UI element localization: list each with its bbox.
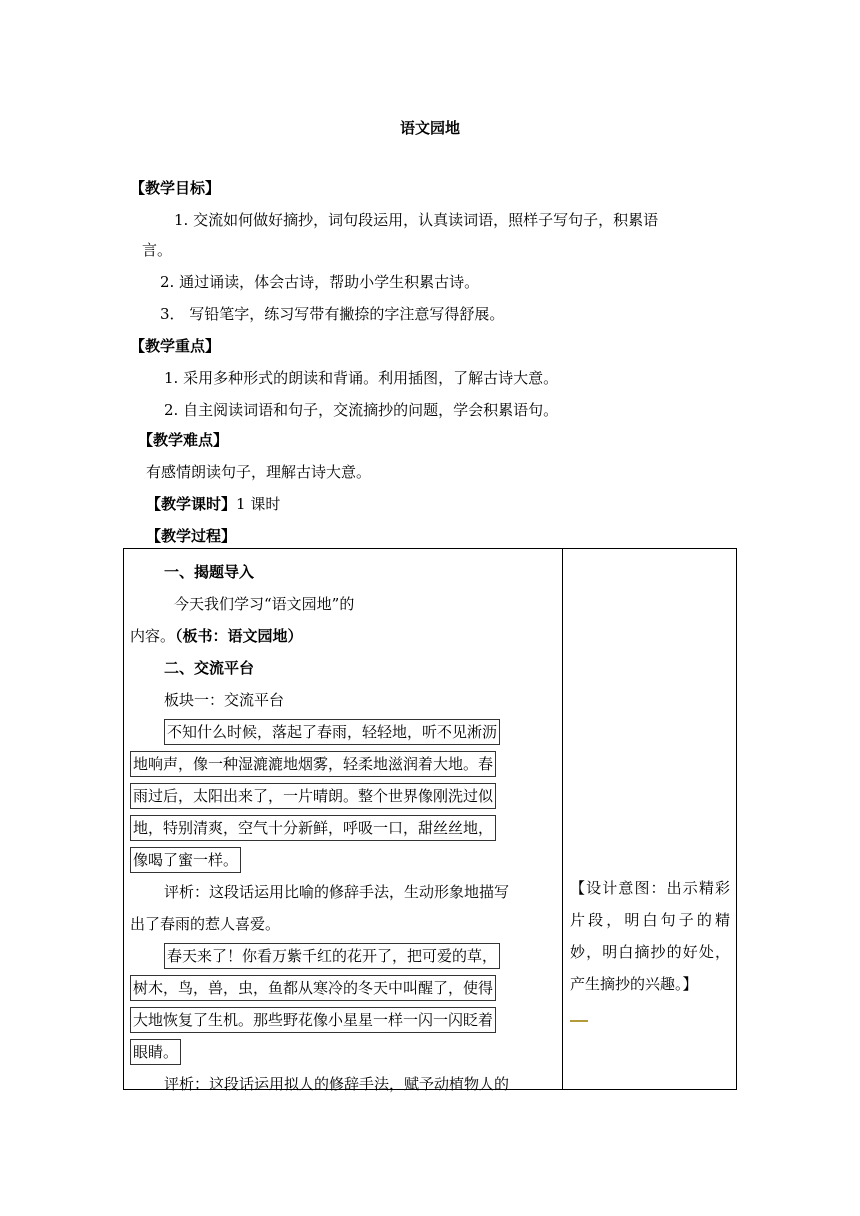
hours-row: [146, 494, 280, 514]
goal-1-line-b: 言。: [142, 241, 173, 259]
goal-3: 3． 写铅笔字，练习写带有撇捺的字注意写得舒展。: [160, 305, 505, 323]
passage2-line-box: 春天来了！你看万紫千红的花开了，把可爱的草，: [164, 943, 500, 969]
passage2-line: [130, 972, 558, 1004]
process-left-cell: [130, 556, 558, 1100]
hours-heading: 【教学课时】: [146, 495, 237, 513]
passage2-line: [130, 1004, 558, 1036]
passage2-line-box: 眼睛。: [130, 1039, 181, 1065]
comment1-b: 出了春雨的惹人喜爱。: [130, 915, 281, 933]
step1-board-note: （板书：语文园地）: [175, 627, 303, 645]
block1-label: 板块一：交流平台: [164, 691, 285, 709]
cursor-mark: [570, 1020, 588, 1022]
hours-text: 1 课时: [236, 495, 281, 513]
passage1-line: [130, 844, 558, 876]
comment1-a: 评析：这段话运用比喻的修辞手法，生动形象地描写: [164, 883, 510, 901]
passage2-line-box: 树木，鸟，兽，虫，鱼都从寒冷的冬天中叫醒了，使得: [130, 975, 496, 1001]
passage1-line: [130, 780, 558, 812]
passage1-line-box: 地，特别清爽，空气十分新鲜，呼吸一口，甜丝丝地，: [130, 815, 496, 841]
step1-text-b: 内容。: [130, 627, 176, 645]
keypoint-1: 1. 采用多种形式的朗读和背诵。利用插图，了解古诗大意。: [164, 369, 559, 387]
comment2-a: 评析：这段话运用拟人的修辞手法，赋予动植物人的: [164, 1075, 510, 1093]
goal-2: 2. 通过诵读，体会古诗，帮助小学生积累古诗。: [160, 273, 480, 291]
goals-heading: 【教学目标】: [130, 179, 221, 197]
step1-text-a: 今天我们学习“语文园地”的: [174, 595, 355, 613]
passage1-line-box: 雨过后，太阳出来了，一片晴朗。整个世界像刚洗过似: [130, 783, 496, 809]
keypoint-2: 2. 自主阅读词语和句子，交流摘抄的问题，学会积累语句。: [164, 401, 559, 419]
step1-text-b-row: [130, 620, 558, 652]
passage2-line: [130, 1036, 558, 1068]
passage1-line-box: 地响声，像一种湿漉漉地烟雾，轻柔地滋润着大地。春: [130, 751, 496, 777]
design-intent-note: 【设计意图：出示精彩片段，明白句子的精妙，明白摘抄的好处，产生摘抄的兴趣。】: [570, 879, 730, 993]
goal-1-line-a: 1. 交流如何做好摘抄，词句段运用，认真读词语，照样子写句子，积累语: [174, 211, 659, 229]
process-heading: 【教学过程】: [146, 527, 237, 545]
passage1-line: [130, 812, 558, 844]
keypoints-heading: 【教学重点】: [130, 337, 221, 355]
passage2-line-box: 大地恢复了生机。那些野花像小星星一样一闪一闪眨着: [130, 1007, 496, 1033]
table-column-divider: [562, 548, 563, 1090]
difficulty-heading: 【教学难点】: [138, 431, 229, 449]
step2-heading: 二、交流平台: [164, 659, 255, 677]
passage1-line-box: 像喝了蜜一样。: [130, 847, 241, 873]
passage1-line: [130, 748, 558, 780]
page-title: 语文园地: [399, 119, 460, 137]
passage1-line: [130, 716, 558, 748]
step1-heading: 一、揭题导入: [164, 563, 255, 581]
difficulty-text: 有感情朗读句子，理解古诗大意。: [146, 463, 372, 481]
passage2-line: [130, 940, 558, 972]
passage1-line-box: 不知什么时候，落起了春雨，轻轻地，听不见淅沥: [164, 719, 500, 745]
